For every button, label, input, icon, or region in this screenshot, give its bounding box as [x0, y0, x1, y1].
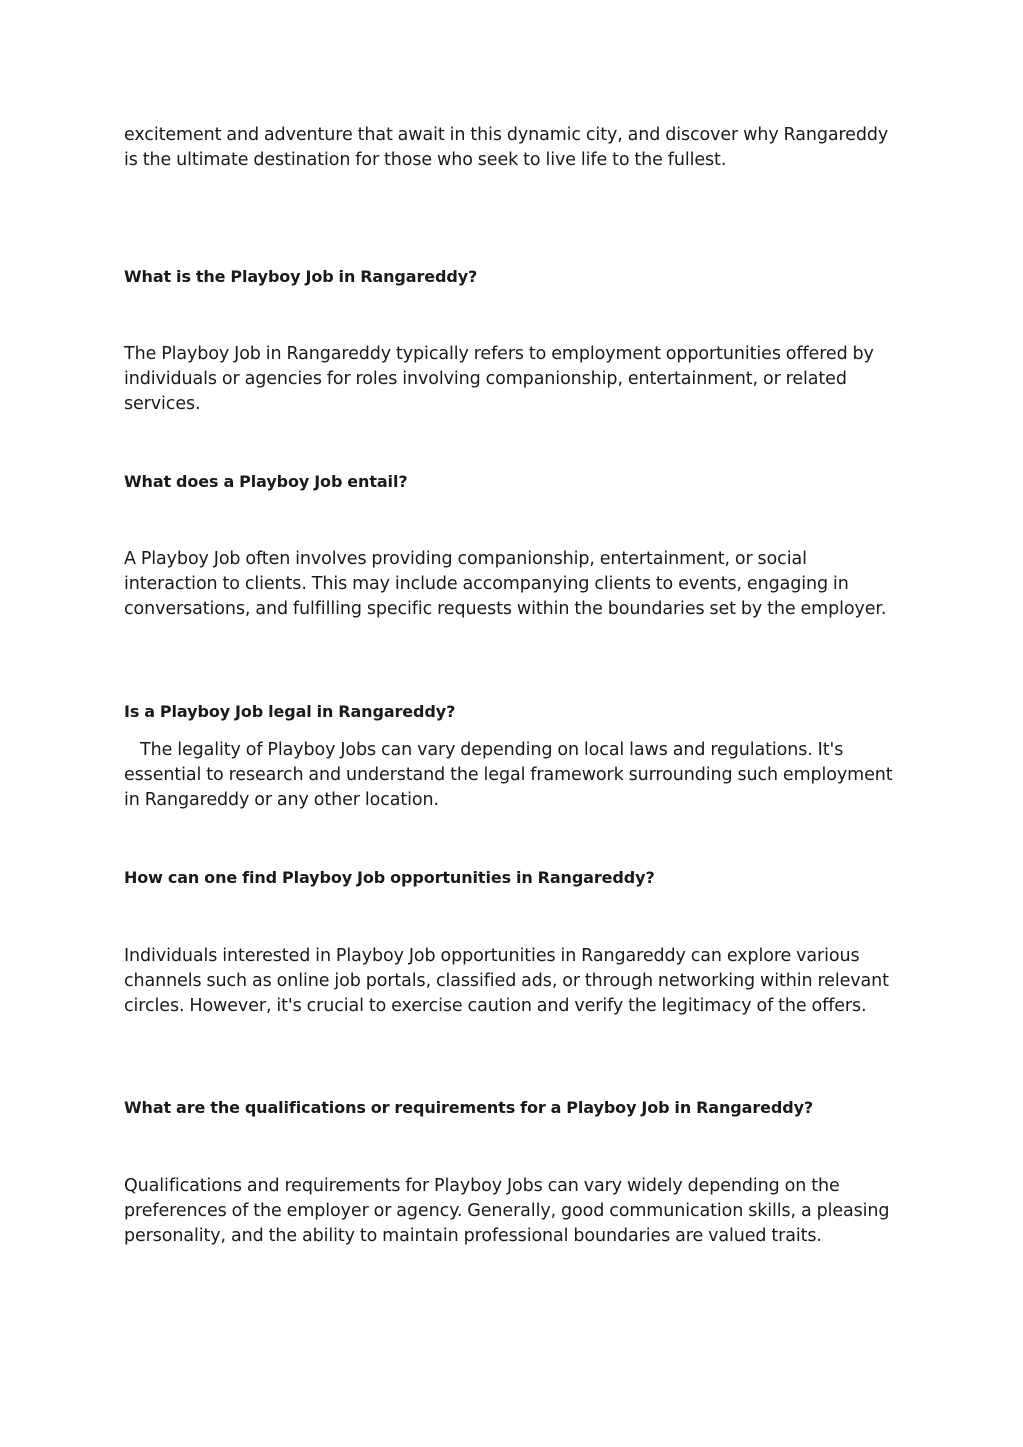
section-body-legal: The legality of Playboy Jobs can vary depending on local laws and regulations. It's essential to research and understand the legal framework surrounding such employment in Rangareddy or any other location. — [124, 740, 893, 810]
section-body-qualifications: Qualifications and requirements for Playboy Jobs can vary widely depending on the preferences of the employer or agency. Generally, good communication skills, a pleasing personality, and the ability to maintain professional boundaries are valued traits. — [124, 1176, 890, 1246]
section-body-what-is: The Playboy Job in Rangareddy typically refers to employment opportunities offered by individuals or agencies for roles involving companionship, entertainment, or related services. — [124, 344, 874, 414]
section-heading-legal: Is a Playboy Job legal in Rangareddy? — [124, 702, 456, 721]
section-body-entail: A Playboy Job often involves providing companionship, entertainment, or social interaction to clients. This may include accompanying clients to events, engaging in conversations, and fulfilling specific requests within the boundaries set by the employer. — [124, 549, 887, 619]
intro-paragraph: excitement and adventure that await in this dynamic city, and discover why Rangareddy is the ultimate destination for those who seek to live life to the fullest. — [124, 125, 889, 170]
section-heading-what-is: What is the Playboy Job in Rangareddy? — [124, 267, 478, 286]
section-heading-qualifications: What are the qualifications or requirements for a Playboy Job in Rangareddy? — [124, 1098, 814, 1117]
section-heading-entail: What does a Playboy Job entail? — [124, 472, 408, 491]
section-heading-find: How can one find Playboy Job opportunities in Rangareddy? — [124, 868, 655, 887]
section-body-find: Individuals interested in Playboy Job opportunities in Rangareddy can explore various channels such as online job portals, classified ads, or through networking within relevant circles. However, it's crucial to exercise caution and verify the legitimacy of the offers. — [124, 946, 889, 1016]
